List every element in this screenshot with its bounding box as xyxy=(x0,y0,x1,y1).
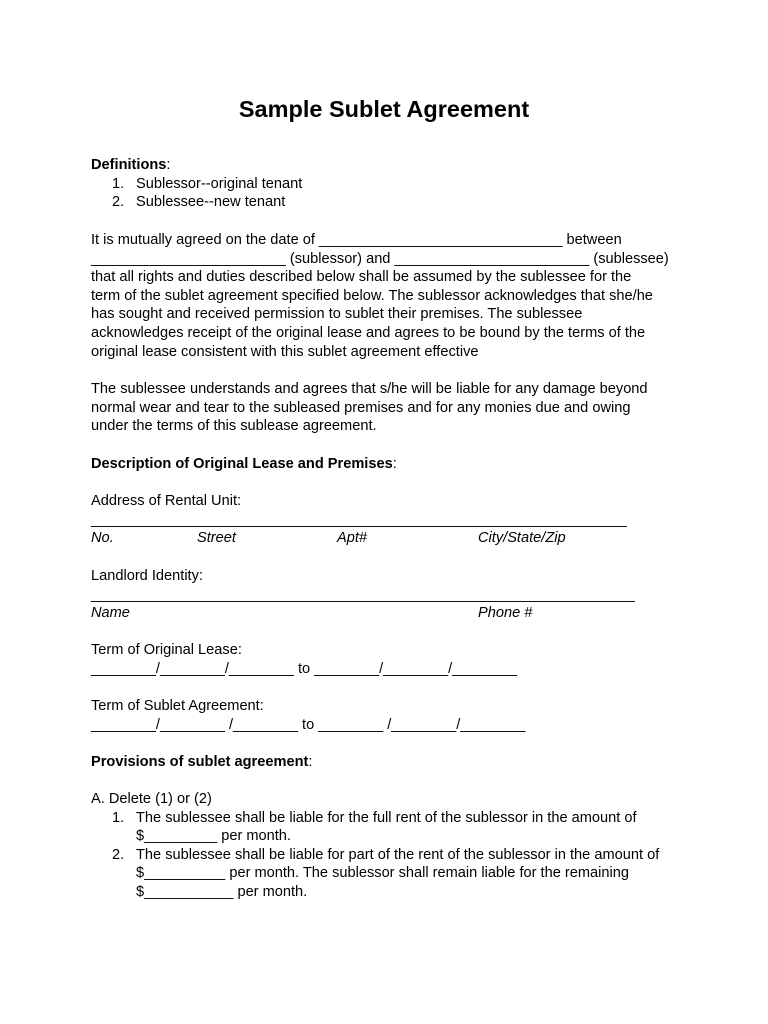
provisions-list xyxy=(91,809,691,902)
paragraph-line: under the terms of this sublease agreement. xyxy=(91,418,377,435)
definitions-heading: Definitions: xyxy=(91,157,171,173)
paragraph-line: term of the sublet agreement specified below. The sublessor acknowledges that she/he xyxy=(91,287,653,304)
original-term-label: Term of Original Lease: xyxy=(91,642,242,658)
original-term-dates: ________/________/________ to ________/________/________ xyxy=(91,660,518,677)
landlord-blank-line: ___________________________________________________________________ xyxy=(91,586,635,603)
liability-paragraph xyxy=(91,380,691,436)
number-caption: No. xyxy=(91,530,114,547)
paragraph-line: It is mutually agreed on the date of ______________________________ between xyxy=(91,232,622,248)
paragraph-line: normal wear and tear to the subleased premises and for any monies due and owing xyxy=(91,399,631,416)
paragraph-line: that all rights and duties described below shall be assumed by the sublessee for the xyxy=(91,269,632,286)
paragraph-line: The sublessee understands and agrees that s/he will be liable for any damage beyond xyxy=(91,381,648,397)
description-heading: Description of Original Lease and Premises: xyxy=(91,456,397,472)
provisions-section-a xyxy=(91,790,691,902)
definition-item: 1. Sublessor--original tenant xyxy=(112,175,303,192)
city-state-zip-caption: City/State/Zip xyxy=(478,530,566,547)
paragraph-line: ________________________ (sublessor) and ________________________ (sublessee) xyxy=(91,250,669,267)
name-caption: Name xyxy=(91,605,130,622)
paragraph-line: acknowledges receipt of the original lease and agrees to be bound by the terms of the xyxy=(91,324,646,341)
apt-caption: Apt# xyxy=(337,530,368,547)
definitions-section xyxy=(91,156,691,212)
address-column-labels xyxy=(91,529,691,548)
sublet-term xyxy=(91,697,691,734)
original-lease-term xyxy=(91,641,691,678)
paragraph-line: has sought and received permission to sublet their premises. The sublessee xyxy=(91,306,583,323)
paragraph-line: original lease consistent with this sublet agreement effective xyxy=(91,343,479,360)
definition-item: 2. Sublessee--new tenant xyxy=(112,194,286,211)
sublet-term-dates: ________/________ /________ to ________ /________/________ xyxy=(91,716,526,733)
provision-item: 2. The sublessee shall be liable for part of the rent of the sublessor in the amount of $__________ per month. The sublessor shall remain liable for the remaining $___________ per month. xyxy=(112,846,660,900)
document-title: Sample Sublet Agreement xyxy=(238,96,530,122)
landlord-section xyxy=(91,567,691,623)
address-section xyxy=(91,492,691,548)
phone-caption: Phone # xyxy=(478,605,533,622)
definitions-list xyxy=(91,175,691,212)
street-caption: Street xyxy=(197,530,236,547)
section-a-label: A. Delete (1) or (2) xyxy=(91,791,212,807)
address-blank-line: __________________________________________________________________ xyxy=(91,511,627,528)
provisions-heading: Provisions of sublet agreement: xyxy=(91,754,313,770)
agreement-paragraph xyxy=(91,231,691,361)
sublet-term-label: Term of Sublet Agreement: xyxy=(91,698,264,714)
landlord-label: Landlord Identity: xyxy=(91,568,203,584)
address-label: Address of Rental Unit: xyxy=(91,493,242,509)
provision-item: 1. The sublessee shall be liable for the full rent of the sublessor in the amount of $_________ per month. xyxy=(112,809,637,845)
landlord-column-labels xyxy=(91,604,691,623)
